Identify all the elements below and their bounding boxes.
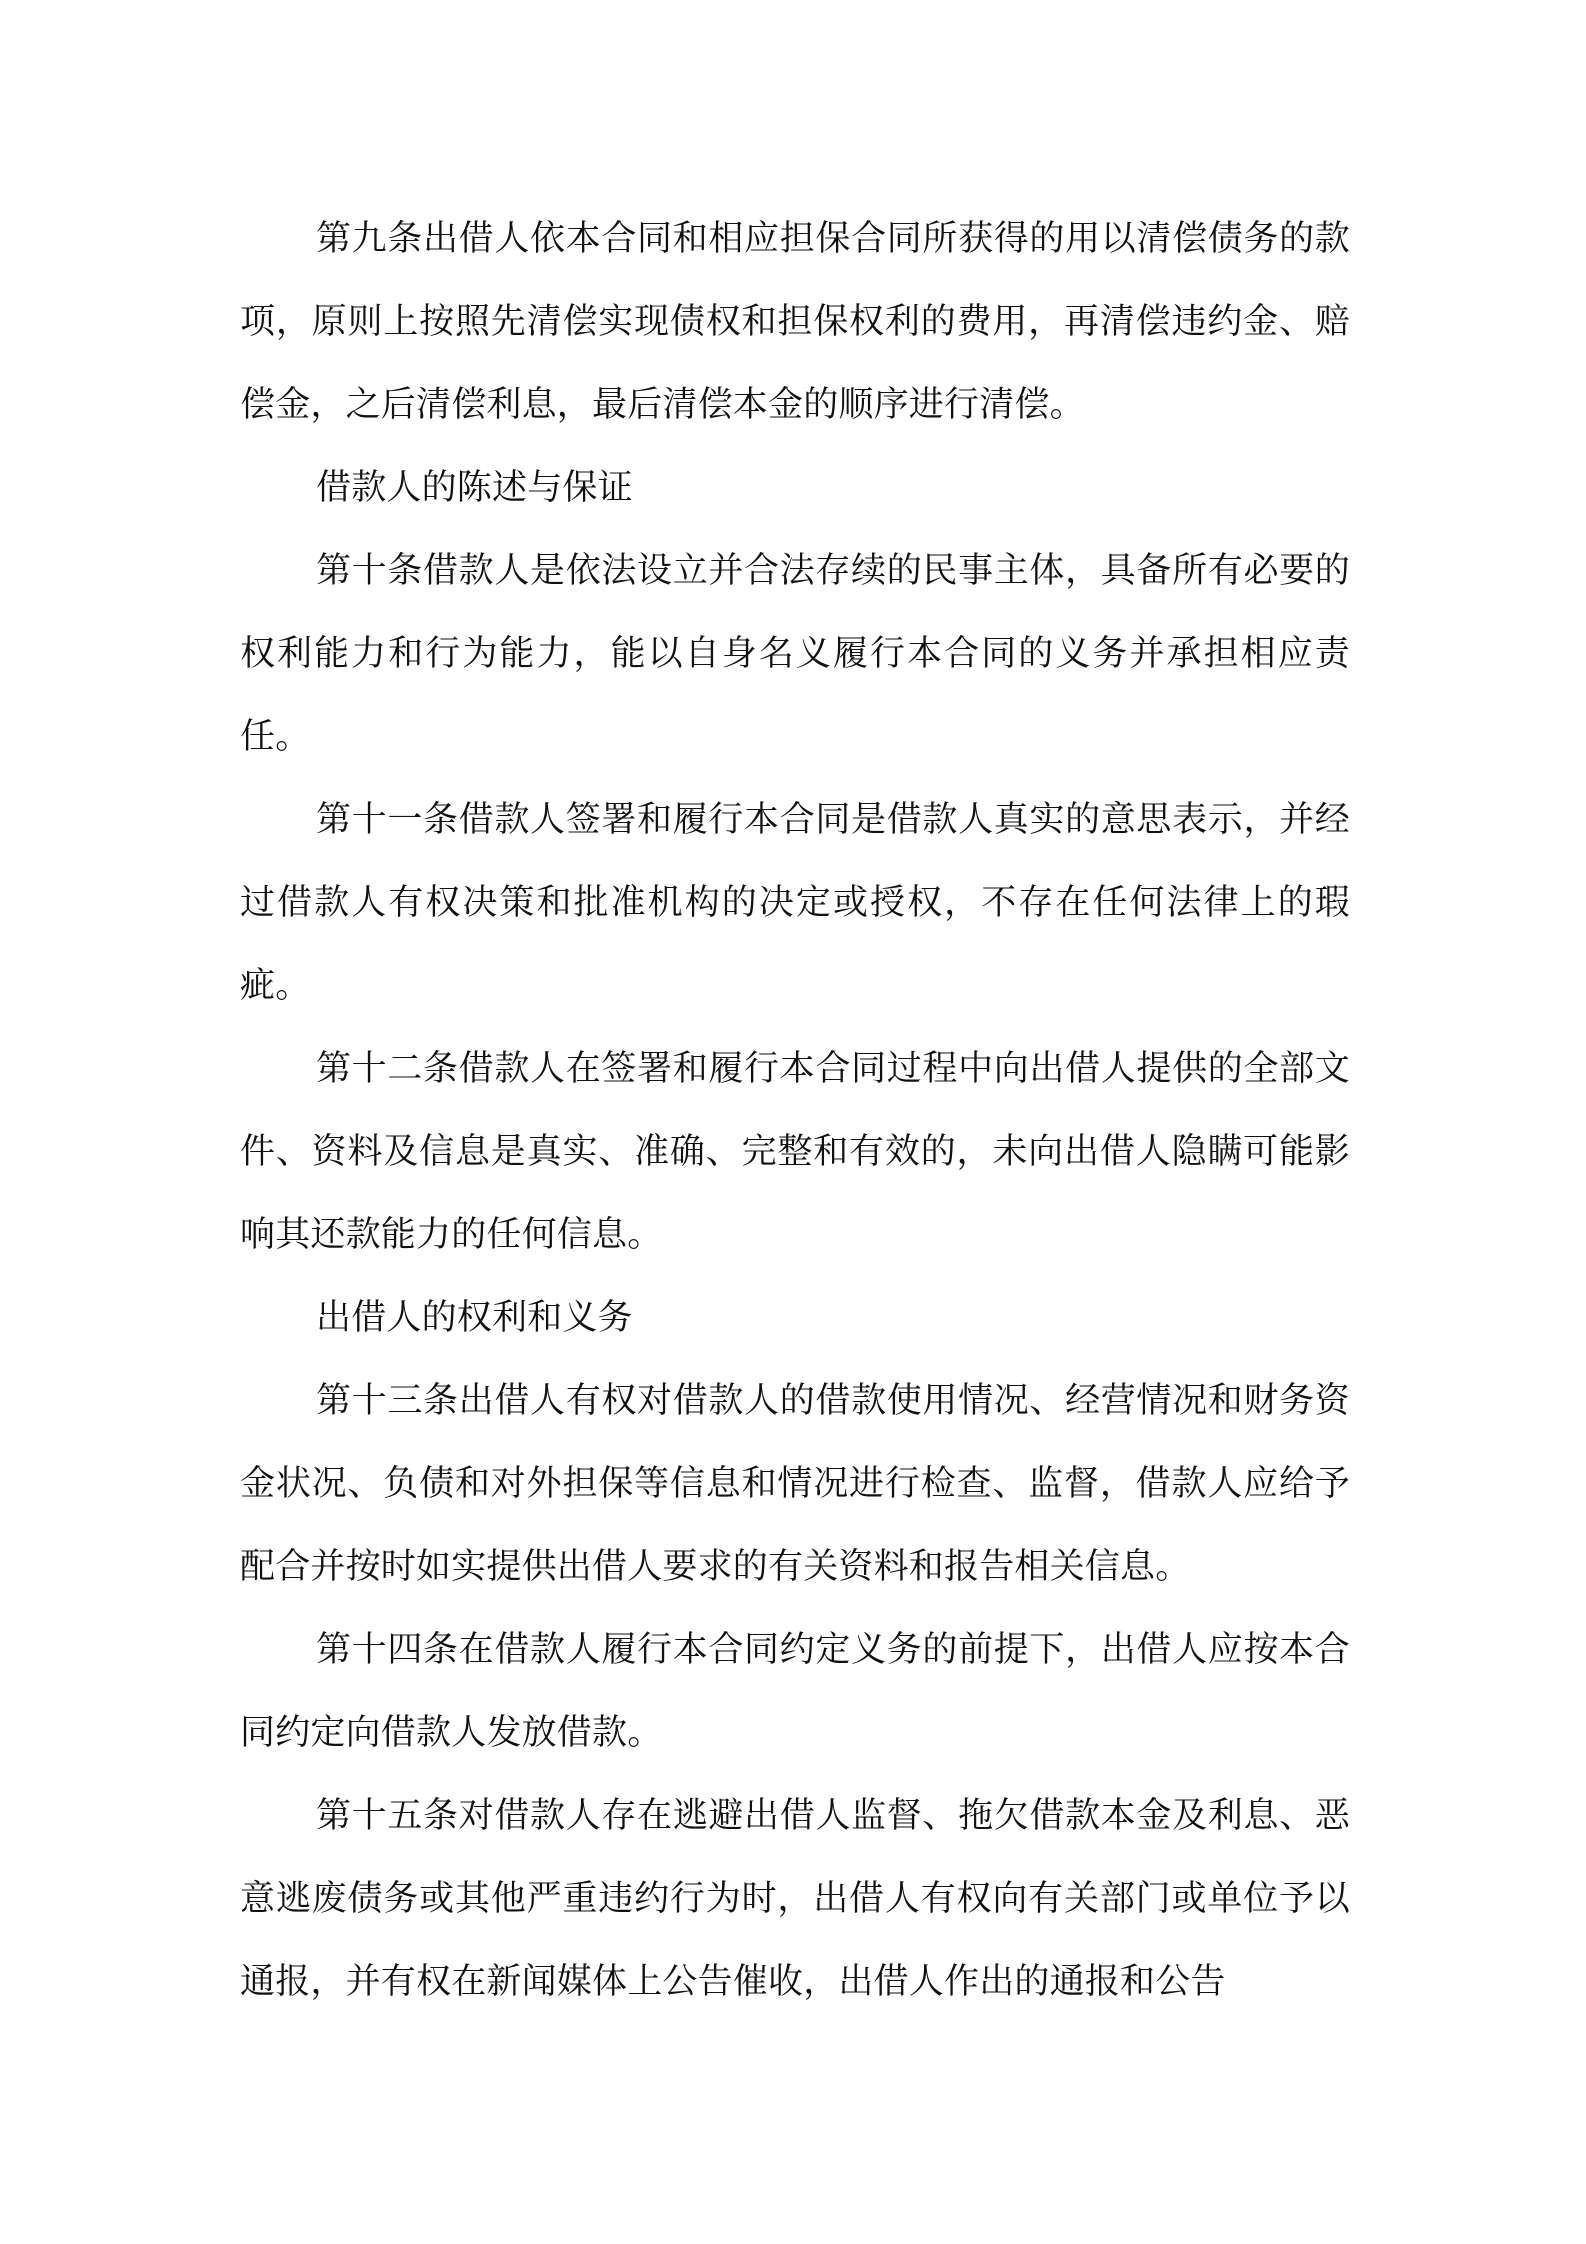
article-10: 第十条借款人是依法设立并合法存续的民事主体，具备所有必要的权利能力和行为能力，能以自身名义履行本合同的义务并承担相应责任。 — [240, 551, 1350, 757]
document-page — [240, 198, 1350, 2024]
article-14: 第十四条在借款人履行本合同约定义务的前提下，出借人应按本合同约定向借款人发放借款。 — [240, 1630, 1350, 1753]
article-13: 第十三条出借人有权对借款人的借款使用情况、经营情况和财务资金状况、负债和对外担保等信息和情况进行检查、监督，借款人应给予配合并按时如实提供出借人要求的有关资料和报告相关信息。 — [240, 1381, 1350, 1587]
article-9: 第九条出借人依本合同和相应担保合同所获得的用以清偿债务的款项，原则上按照先清偿实现债权和担保权利的费用，再清偿违约金、赔偿金，之后清偿利息，最后清偿本金的顺序进行清偿。 — [240, 219, 1350, 425]
section-heading-lender-rights: 出借人的权利和义务 — [316, 1298, 633, 1338]
article-12: 第十二条借款人在签署和履行本合同过程中向出借人提供的全部文件、资料及信息是真实、准确、完整和有效的，未向出借人隐瞒可能影响其还款能力的任何信息。 — [240, 1049, 1350, 1255]
article-15: 第十五条对借款人存在逃避出借人监督、拖欠借款本金及利息、恶意逃废债务或其他严重违约行为时，出借人有权向有关部门或单位予以通报，并有权在新闻媒体上公告催收，出借人作出的通报和公告 — [240, 1796, 1350, 2002]
article-11: 第十一条借款人签署和履行本合同是借款人真实的意思表示，并经过借款人有权决策和批准机构的决定或授权，不存在任何法律上的瑕疵。 — [240, 800, 1350, 1006]
section-heading-borrower-representations: 借款人的陈述与保证 — [316, 468, 633, 508]
